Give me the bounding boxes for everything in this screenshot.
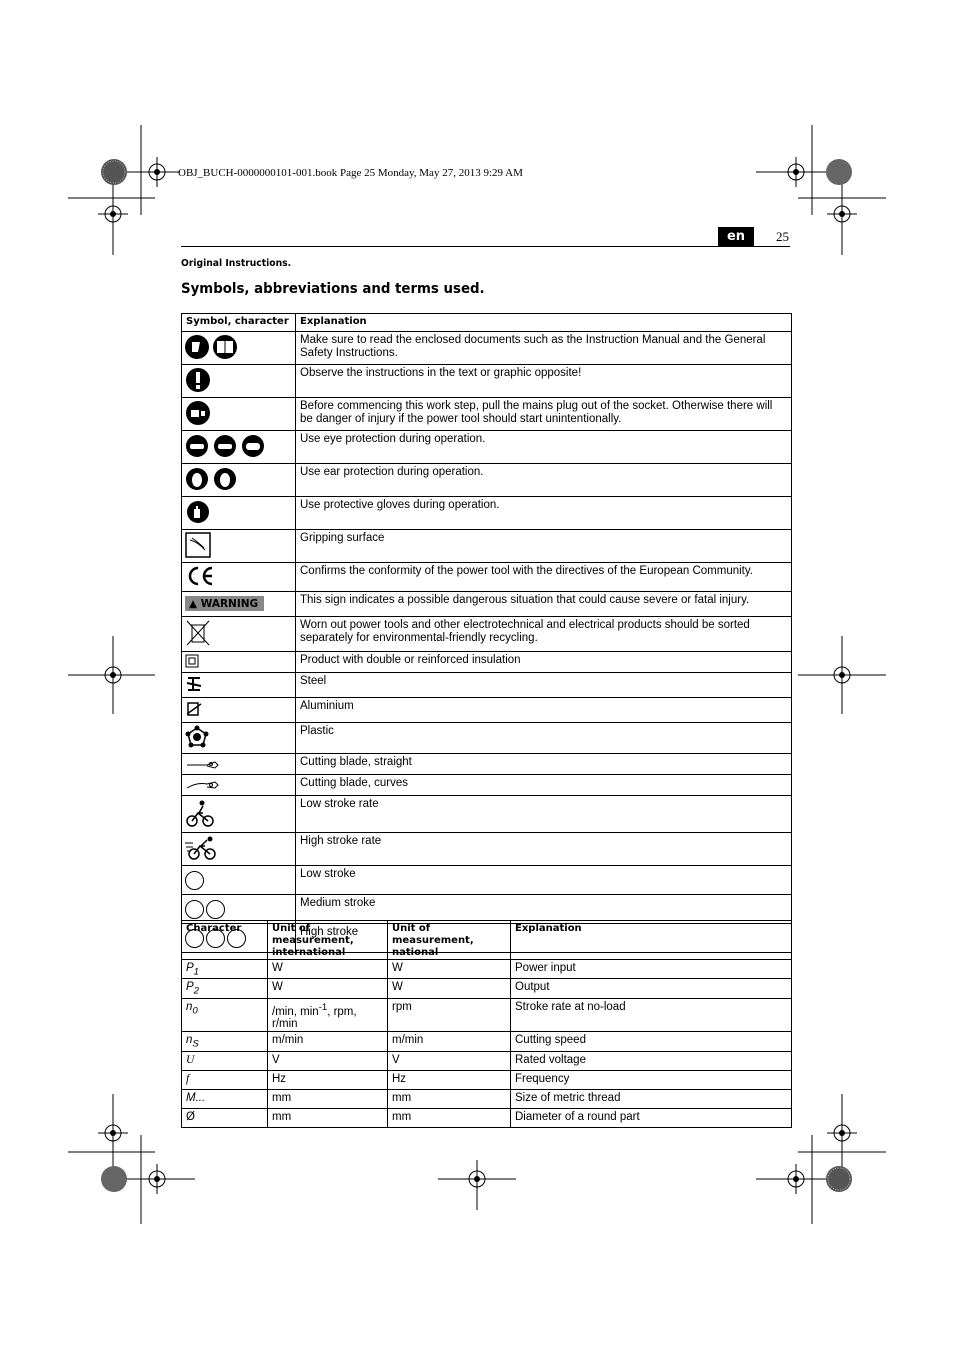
explanation: Confirms the conformity of the power tool with the directives of the European Community. — [296, 563, 792, 592]
col-header-national-unit: Unit of measurement, national — [388, 921, 511, 960]
units-header-row — [182, 921, 792, 960]
character: f — [182, 1070, 268, 1089]
explanation: Medium stroke — [296, 895, 792, 924]
intl-unit: Hz — [268, 1070, 388, 1089]
explanation: High stroke rate — [296, 833, 792, 866]
explanation: Rated voltage — [511, 1051, 792, 1070]
exclamation-icon — [185, 367, 211, 397]
character: $n_0$ — [182, 998, 268, 1032]
explanation: Use eye protection during operation. — [296, 431, 792, 464]
national-unit: W — [388, 979, 511, 998]
intl-unit: mm — [268, 1089, 388, 1108]
blade-curves-icon — [185, 777, 219, 795]
table-row — [182, 1051, 792, 1070]
character: U — [182, 1051, 268, 1070]
table-row — [182, 530, 792, 563]
table-row — [182, 833, 792, 866]
units-table — [181, 920, 792, 1128]
header-rule — [181, 246, 790, 247]
table-row — [182, 866, 792, 895]
col-header-intl-unit: Unit of measurement, international — [268, 921, 388, 960]
table-row — [182, 754, 792, 775]
explanation: Gripping surface — [296, 530, 792, 563]
one-circle-icon — [185, 881, 206, 893]
table-row — [182, 464, 792, 497]
explanation: Cutting blade, curves — [296, 775, 792, 796]
explanation: Aluminium — [296, 698, 792, 723]
explanation: Frequency — [511, 1070, 792, 1089]
table-row — [182, 365, 792, 398]
gloves-icon — [185, 499, 211, 529]
col-header-character: Character — [182, 921, 268, 960]
symbols-table — [181, 313, 792, 953]
table-row — [182, 332, 792, 365]
section-title: Symbols, abbreviations and terms used. — [181, 281, 485, 297]
warning-sign-icon — [185, 596, 264, 611]
warning-label: WARNING — [200, 598, 259, 610]
explanation: Steel — [296, 673, 792, 698]
gripping-surface-icon — [185, 532, 211, 562]
double-insulation-icon — [185, 654, 199, 672]
table-row — [182, 979, 792, 998]
table-row — [182, 998, 792, 1032]
character: $P_2$ — [182, 979, 268, 998]
eye-protection-icon — [185, 433, 267, 463]
table-row — [182, 431, 792, 464]
character: $P_1$ — [182, 960, 268, 979]
table-row — [182, 796, 792, 833]
table-row — [182, 1089, 792, 1108]
explanation: Product with double or reinforced insulation — [296, 652, 792, 673]
national-unit: Hz — [388, 1070, 511, 1089]
intro-label: Original Instructions. — [181, 258, 292, 269]
table-row — [182, 652, 792, 673]
table-row — [182, 592, 792, 617]
explanation: Cutting speed — [511, 1032, 792, 1051]
character: Ø — [182, 1108, 268, 1127]
ce-mark-icon — [185, 565, 215, 591]
aluminium-icon — [185, 700, 203, 722]
national-unit: mm — [388, 1108, 511, 1127]
explanation: Plastic — [296, 723, 792, 754]
table-row — [182, 698, 792, 723]
warning-triangle-icon: ▲ — [189, 598, 198, 610]
table-row — [182, 673, 792, 698]
national-unit: rpm — [388, 998, 511, 1032]
table-row — [182, 497, 792, 530]
explanation: Cutting blade, straight — [296, 754, 792, 775]
blade-straight-icon — [185, 756, 219, 774]
intl-unit: V — [268, 1051, 388, 1070]
table-row — [182, 1032, 792, 1051]
table-row — [182, 1070, 792, 1089]
explanation: Low stroke — [296, 866, 792, 895]
unplug-icon — [185, 400, 211, 430]
national-unit: W — [388, 960, 511, 979]
table-row — [182, 617, 792, 652]
symbols-header-row — [182, 314, 792, 332]
col-header-explanation: Explanation — [511, 921, 792, 960]
explanation: Stroke rate at no-load — [511, 998, 792, 1032]
intl-unit: W — [268, 960, 388, 979]
col-header-explanation: Explanation — [296, 314, 792, 332]
explanation: This sign indicates a possible dangerous situation that could cause severe or fatal injury. — [296, 592, 792, 617]
explanation: Power input — [511, 960, 792, 979]
steel-icon — [185, 675, 203, 697]
explanation: Output — [511, 979, 792, 998]
col-header-symbol: Symbol, character — [182, 314, 296, 332]
explanation: Diameter of a round part — [511, 1108, 792, 1127]
explanation: High stroke — [296, 924, 792, 953]
explanation: Use ear protection during operation. — [296, 464, 792, 497]
print-slug: OBJ_BUCH-0000000101-001.book Page 25 Monday, May 27, 2013 9:29 AM — [178, 167, 523, 179]
table-row — [182, 563, 792, 592]
intl-unit: mm — [268, 1108, 388, 1127]
high-stroke-rate-icon — [185, 835, 217, 865]
read-manual-icon — [185, 334, 239, 364]
plastic-icon — [185, 725, 209, 753]
explanation: Make sure to read the enclosed documents such as the Instruction Manual and the General Safety Instructions. — [296, 332, 792, 365]
table-row — [182, 960, 792, 979]
explanation: Before commencing this work step, pull the mains plug out of the socket. Otherwise there will be danger of injury if the power tool should start unintentionally. — [296, 398, 792, 431]
low-stroke-rate-icon — [185, 798, 215, 832]
intl-unit: /min, $\min^{-1}$, rpm, r/min — [268, 998, 388, 1032]
crossed-bin-icon — [185, 619, 211, 651]
language-badge: en — [718, 227, 754, 246]
ear-protection-icon — [185, 466, 241, 496]
national-unit: V — [388, 1051, 511, 1070]
table-row — [182, 775, 792, 796]
table-row — [182, 1108, 792, 1127]
explanation: Use protective gloves during operation. — [296, 497, 792, 530]
intl-unit: W — [268, 979, 388, 998]
explanation: Low stroke rate — [296, 796, 792, 833]
character: $n_S$ — [182, 1032, 268, 1051]
explanation: Size of metric thread — [511, 1089, 792, 1108]
explanation: Worn out power tools and other electrotechnical and electrical products should be sorted separately for environmental-friendly recycling. — [296, 617, 792, 652]
national-unit: mm — [388, 1089, 511, 1108]
character: M... — [182, 1089, 268, 1108]
intl-unit: m/min — [268, 1032, 388, 1051]
explanation: Observe the instructions in the text or graphic opposite! — [296, 365, 792, 398]
page-number: 25 — [776, 229, 789, 244]
table-row — [182, 398, 792, 431]
national-unit: m/min — [388, 1032, 511, 1051]
table-row — [182, 723, 792, 754]
